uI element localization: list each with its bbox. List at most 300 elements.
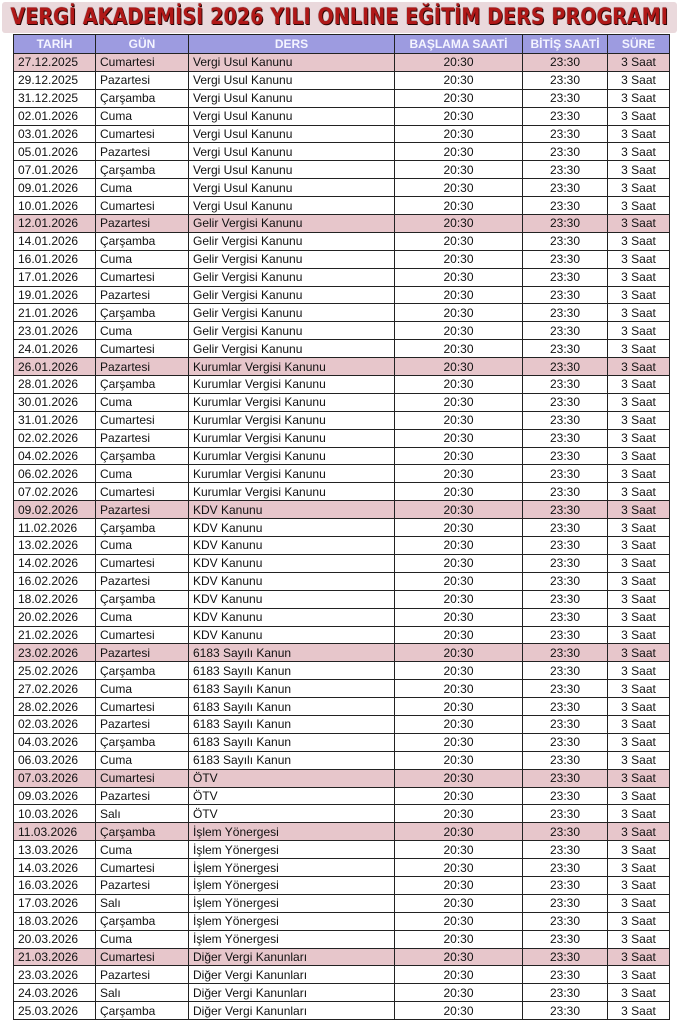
cell-date: 09.01.2026: [14, 179, 96, 197]
cell-end-time: 23:30: [523, 89, 608, 107]
cell-day: Çarşamba: [96, 519, 189, 537]
table-row: [14, 984, 670, 1002]
cell-day: Cumartesi: [96, 411, 189, 429]
cell-start-time: 20:30: [395, 54, 523, 72]
cell-course: Gelir Vergisi Kanunu: [189, 268, 395, 286]
cell-course: Kurumlar Vergisi Kanunu: [189, 358, 395, 376]
cell-duration: 3 Saat: [608, 715, 670, 733]
cell-date: 04.03.2026: [14, 733, 96, 751]
cell-course: Diğer Vergi Kanunları: [189, 1002, 395, 1020]
table-row: [14, 71, 670, 89]
cell-course: ÖTV: [189, 769, 395, 787]
cell-end-time: 23:30: [523, 340, 608, 358]
table-row: [14, 143, 670, 161]
table-row: [14, 662, 670, 680]
cell-course: Vergi Usul Kanunu: [189, 179, 395, 197]
cell-duration: 3 Saat: [608, 215, 670, 233]
table-row: [14, 590, 670, 608]
cell-duration: 3 Saat: [608, 465, 670, 483]
header-end-time: BİTİŞ SAATİ: [523, 35, 608, 54]
cell-day: Cuma: [96, 107, 189, 125]
cell-start-time: 20:30: [395, 715, 523, 733]
cell-duration: 3 Saat: [608, 429, 670, 447]
cell-duration: 3 Saat: [608, 751, 670, 769]
cell-start-time: 20:30: [395, 268, 523, 286]
cell-course: Kurumlar Vergisi Kanunu: [189, 429, 395, 447]
cell-start-time: 20:30: [395, 894, 523, 912]
table-row: [14, 805, 670, 823]
table-row: [14, 912, 670, 930]
cell-day: Pazartesi: [96, 876, 189, 894]
cell-start-time: 20:30: [395, 304, 523, 322]
cell-date: 02.01.2026: [14, 107, 96, 125]
cell-course: 6183 Sayılı Kanun: [189, 680, 395, 698]
cell-start-time: 20:30: [395, 1002, 523, 1020]
cell-course: Diğer Vergi Kanunları: [189, 966, 395, 984]
cell-day: Çarşamba: [96, 1002, 189, 1020]
cell-date: 20.02.2026: [14, 608, 96, 626]
cell-duration: 3 Saat: [608, 769, 670, 787]
cell-start-time: 20:30: [395, 107, 523, 125]
table-row: [14, 340, 670, 358]
cell-end-time: 23:30: [523, 501, 608, 519]
cell-start-time: 20:30: [395, 608, 523, 626]
table-row: [14, 823, 670, 841]
cell-date: 23.02.2026: [14, 644, 96, 662]
cell-duration: 3 Saat: [608, 340, 670, 358]
table-row: [14, 1002, 670, 1020]
cell-duration: 3 Saat: [608, 930, 670, 948]
cell-day: Cumartesi: [96, 197, 189, 215]
cell-end-time: 23:30: [523, 71, 608, 89]
cell-duration: 3 Saat: [608, 823, 670, 841]
cell-course: Kurumlar Vergisi Kanunu: [189, 376, 395, 394]
cell-duration: 3 Saat: [608, 554, 670, 572]
cell-start-time: 20:30: [395, 733, 523, 751]
cell-course: KDV Kanunu: [189, 572, 395, 590]
cell-day: Pazartesi: [96, 71, 189, 89]
cell-course: İşlem Yönergesi: [189, 859, 395, 877]
cell-start-time: 20:30: [395, 197, 523, 215]
cell-date: 27.12.2025: [14, 54, 96, 72]
cell-day: Çarşamba: [96, 376, 189, 394]
cell-duration: 3 Saat: [608, 894, 670, 912]
cell-day: Çarşamba: [96, 733, 189, 751]
cell-start-time: 20:30: [395, 787, 523, 805]
cell-course: İşlem Yönergesi: [189, 930, 395, 948]
cell-day: Cuma: [96, 930, 189, 948]
cell-date: 25.02.2026: [14, 662, 96, 680]
cell-duration: 3 Saat: [608, 572, 670, 590]
cell-day: Çarşamba: [96, 89, 189, 107]
cell-duration: 3 Saat: [608, 733, 670, 751]
cell-course: Vergi Usul Kanunu: [189, 107, 395, 125]
cell-end-time: 23:30: [523, 358, 608, 376]
cell-date: 27.02.2026: [14, 680, 96, 698]
cell-start-time: 20:30: [395, 447, 523, 465]
cell-duration: 3 Saat: [608, 805, 670, 823]
table-row: [14, 107, 670, 125]
cell-day: Çarşamba: [96, 662, 189, 680]
cell-course: Vergi Usul Kanunu: [189, 161, 395, 179]
cell-date: 05.01.2026: [14, 143, 96, 161]
cell-duration: 3 Saat: [608, 912, 670, 930]
cell-start-time: 20:30: [395, 698, 523, 716]
cell-date: 17.03.2026: [14, 894, 96, 912]
header-row: [14, 35, 670, 54]
cell-course: 6183 Sayılı Kanun: [189, 698, 395, 716]
header-day: GÜN: [96, 35, 189, 54]
cell-duration: 3 Saat: [608, 662, 670, 680]
cell-course: 6183 Sayılı Kanun: [189, 644, 395, 662]
cell-start-time: 20:30: [395, 930, 523, 948]
page-title: VERGİ AKADEMİSİ 2026 YILI ONLINE EĞİTİM DERS PROGRAMI: [10, 5, 669, 30]
cell-day: Cuma: [96, 608, 189, 626]
cell-date: 16.03.2026: [14, 876, 96, 894]
cell-day: Cuma: [96, 393, 189, 411]
cell-end-time: 23:30: [523, 698, 608, 716]
cell-start-time: 20:30: [395, 286, 523, 304]
cell-course: İşlem Yönergesi: [189, 912, 395, 930]
cell-day: Cumartesi: [96, 948, 189, 966]
table-row: [14, 161, 670, 179]
cell-day: Cuma: [96, 250, 189, 268]
cell-day: Çarşamba: [96, 447, 189, 465]
cell-end-time: 23:30: [523, 411, 608, 429]
cell-start-time: 20:30: [395, 841, 523, 859]
header-date: TARİH: [14, 35, 96, 54]
cell-start-time: 20:30: [395, 358, 523, 376]
cell-start-time: 20:30: [395, 501, 523, 519]
cell-end-time: 23:30: [523, 107, 608, 125]
cell-end-time: 23:30: [523, 590, 608, 608]
cell-end-time: 23:30: [523, 447, 608, 465]
table-row: [14, 376, 670, 394]
cell-date: 14.03.2026: [14, 859, 96, 877]
cell-start-time: 20:30: [395, 859, 523, 877]
cell-duration: 3 Saat: [608, 841, 670, 859]
cell-end-time: 23:30: [523, 680, 608, 698]
cell-end-time: 23:30: [523, 179, 608, 197]
cell-day: Çarşamba: [96, 590, 189, 608]
table-row: [14, 626, 670, 644]
cell-end-time: 23:30: [523, 554, 608, 572]
cell-start-time: 20:30: [395, 805, 523, 823]
cell-date: 30.01.2026: [14, 393, 96, 411]
cell-course: İşlem Yönergesi: [189, 894, 395, 912]
cell-course: İşlem Yönergesi: [189, 841, 395, 859]
cell-start-time: 20:30: [395, 572, 523, 590]
cell-date: 14.01.2026: [14, 232, 96, 250]
cell-date: 07.02.2026: [14, 483, 96, 501]
cell-day: Pazartesi: [96, 787, 189, 805]
table-row: [14, 698, 670, 716]
cell-duration: 3 Saat: [608, 519, 670, 537]
table-row: [14, 429, 670, 447]
cell-start-time: 20:30: [395, 71, 523, 89]
table-row: [14, 250, 670, 268]
cell-day: Pazartesi: [96, 715, 189, 733]
cell-duration: 3 Saat: [608, 787, 670, 805]
table-row: [14, 411, 670, 429]
cell-end-time: 23:30: [523, 268, 608, 286]
cell-date: 25.03.2026: [14, 1002, 96, 1020]
table-row: [14, 537, 670, 555]
cell-day: Pazartesi: [96, 572, 189, 590]
table-row: [14, 859, 670, 877]
cell-day: Cuma: [96, 537, 189, 555]
cell-date: 26.01.2026: [14, 358, 96, 376]
cell-date: 24.01.2026: [14, 340, 96, 358]
cell-day: Pazartesi: [96, 644, 189, 662]
cell-duration: 3 Saat: [608, 859, 670, 877]
cell-course: Diğer Vergi Kanunları: [189, 984, 395, 1002]
cell-duration: 3 Saat: [608, 125, 670, 143]
cell-course: Kurumlar Vergisi Kanunu: [189, 447, 395, 465]
cell-date: 11.03.2026: [14, 823, 96, 841]
cell-duration: 3 Saat: [608, 537, 670, 555]
cell-date: 29.12.2025: [14, 71, 96, 89]
cell-date: 11.02.2026: [14, 519, 96, 537]
cell-date: 19.01.2026: [14, 286, 96, 304]
cell-duration: 3 Saat: [608, 54, 670, 72]
cell-day: Cumartesi: [96, 554, 189, 572]
cell-course: Vergi Usul Kanunu: [189, 54, 395, 72]
cell-day: Cumartesi: [96, 859, 189, 877]
cell-date: 18.03.2026: [14, 912, 96, 930]
cell-course: Diğer Vergi Kanunları: [189, 948, 395, 966]
cell-duration: 3 Saat: [608, 197, 670, 215]
cell-end-time: 23:30: [523, 304, 608, 322]
cell-date: 10.03.2026: [14, 805, 96, 823]
cell-end-time: 23:30: [523, 286, 608, 304]
cell-duration: 3 Saat: [608, 250, 670, 268]
cell-day: Pazartesi: [96, 429, 189, 447]
cell-date: 16.02.2026: [14, 572, 96, 590]
cell-end-time: 23:30: [523, 376, 608, 394]
cell-date: 02.02.2026: [14, 429, 96, 447]
cell-date: 04.02.2026: [14, 447, 96, 465]
cell-day: Pazartesi: [96, 966, 189, 984]
cell-date: 02.03.2026: [14, 715, 96, 733]
cell-end-time: 23:30: [523, 912, 608, 930]
table-row: [14, 304, 670, 322]
table-row: [14, 447, 670, 465]
cell-start-time: 20:30: [395, 340, 523, 358]
cell-start-time: 20:30: [395, 215, 523, 233]
cell-course: 6183 Sayılı Kanun: [189, 751, 395, 769]
table-row: [14, 554, 670, 572]
cell-date: 09.02.2026: [14, 501, 96, 519]
cell-end-time: 23:30: [523, 966, 608, 984]
table-row: [14, 125, 670, 143]
cell-duration: 3 Saat: [608, 107, 670, 125]
cell-date: 21.01.2026: [14, 304, 96, 322]
cell-day: Cuma: [96, 179, 189, 197]
cell-end-time: 23:30: [523, 930, 608, 948]
cell-duration: 3 Saat: [608, 143, 670, 161]
cell-date: 28.01.2026: [14, 376, 96, 394]
cell-start-time: 20:30: [395, 662, 523, 680]
table-row: [14, 572, 670, 590]
cell-duration: 3 Saat: [608, 286, 670, 304]
cell-duration: 3 Saat: [608, 966, 670, 984]
cell-start-time: 20:30: [395, 465, 523, 483]
cell-day: Cumartesi: [96, 54, 189, 72]
cell-day: Cuma: [96, 680, 189, 698]
cell-date: 07.03.2026: [14, 769, 96, 787]
cell-end-time: 23:30: [523, 125, 608, 143]
table-row: [14, 733, 670, 751]
table-row: [14, 876, 670, 894]
cell-end-time: 23:30: [523, 483, 608, 501]
cell-course: Gelir Vergisi Kanunu: [189, 215, 395, 233]
cell-day: Pazartesi: [96, 358, 189, 376]
cell-duration: 3 Saat: [608, 393, 670, 411]
header-start-time: BAŞLAMA SAATİ: [395, 35, 523, 54]
cell-date: 21.03.2026: [14, 948, 96, 966]
cell-day: Salı: [96, 894, 189, 912]
cell-end-time: 23:30: [523, 715, 608, 733]
table-row: [14, 930, 670, 948]
cell-duration: 3 Saat: [608, 179, 670, 197]
cell-duration: 3 Saat: [608, 876, 670, 894]
cell-duration: 3 Saat: [608, 447, 670, 465]
cell-course: Vergi Usul Kanunu: [189, 89, 395, 107]
cell-day: Çarşamba: [96, 823, 189, 841]
cell-course: Vergi Usul Kanunu: [189, 143, 395, 161]
cell-end-time: 23:30: [523, 537, 608, 555]
cell-duration: 3 Saat: [608, 304, 670, 322]
cell-end-time: 23:30: [523, 393, 608, 411]
header-duration: SÜRE: [608, 35, 670, 54]
cell-day: Cumartesi: [96, 340, 189, 358]
cell-end-time: 23:30: [523, 644, 608, 662]
cell-course: Vergi Usul Kanunu: [189, 125, 395, 143]
cell-course: Kurumlar Vergisi Kanunu: [189, 393, 395, 411]
cell-duration: 3 Saat: [608, 89, 670, 107]
table-row: [14, 465, 670, 483]
cell-date: 18.02.2026: [14, 590, 96, 608]
cell-end-time: 23:30: [523, 948, 608, 966]
cell-course: Kurumlar Vergisi Kanunu: [189, 411, 395, 429]
table-row: [14, 841, 670, 859]
cell-end-time: 23:30: [523, 572, 608, 590]
cell-day: Cumartesi: [96, 268, 189, 286]
cell-end-time: 23:30: [523, 215, 608, 233]
cell-start-time: 20:30: [395, 823, 523, 841]
table-row: [14, 215, 670, 233]
cell-duration: 3 Saat: [608, 948, 670, 966]
cell-end-time: 23:30: [523, 429, 608, 447]
cell-duration: 3 Saat: [608, 501, 670, 519]
table-row: [14, 393, 670, 411]
cell-course: KDV Kanunu: [189, 537, 395, 555]
cell-start-time: 20:30: [395, 554, 523, 572]
cell-start-time: 20:30: [395, 590, 523, 608]
cell-course: Kurumlar Vergisi Kanunu: [189, 465, 395, 483]
cell-day: Pazartesi: [96, 286, 189, 304]
cell-start-time: 20:30: [395, 876, 523, 894]
cell-end-time: 23:30: [523, 823, 608, 841]
cell-date: 06.02.2026: [14, 465, 96, 483]
cell-start-time: 20:30: [395, 769, 523, 787]
cell-end-time: 23:30: [523, 787, 608, 805]
cell-course: Gelir Vergisi Kanunu: [189, 340, 395, 358]
cell-date: 31.01.2026: [14, 411, 96, 429]
table-row: [14, 644, 670, 662]
cell-duration: 3 Saat: [608, 376, 670, 394]
cell-end-time: 23:30: [523, 894, 608, 912]
cell-date: 13.03.2026: [14, 841, 96, 859]
cell-day: Salı: [96, 984, 189, 1002]
cell-course: ÖTV: [189, 787, 395, 805]
cell-day: Cuma: [96, 841, 189, 859]
table-row: [14, 948, 670, 966]
cell-start-time: 20:30: [395, 912, 523, 930]
cell-course: Gelir Vergisi Kanunu: [189, 250, 395, 268]
table-row: [14, 197, 670, 215]
cell-course: KDV Kanunu: [189, 590, 395, 608]
cell-end-time: 23:30: [523, 608, 608, 626]
cell-start-time: 20:30: [395, 644, 523, 662]
cell-date: 06.03.2026: [14, 751, 96, 769]
cell-start-time: 20:30: [395, 411, 523, 429]
cell-course: İşlem Yönergesi: [189, 876, 395, 894]
cell-duration: 3 Saat: [608, 411, 670, 429]
cell-end-time: 23:30: [523, 876, 608, 894]
cell-date: 23.03.2026: [14, 966, 96, 984]
cell-course: ÖTV: [189, 805, 395, 823]
cell-course: Gelir Vergisi Kanunu: [189, 322, 395, 340]
cell-day: Cumartesi: [96, 626, 189, 644]
table-row: [14, 519, 670, 537]
table-row: [14, 358, 670, 376]
cell-start-time: 20:30: [395, 626, 523, 644]
cell-duration: 3 Saat: [608, 608, 670, 626]
cell-duration: 3 Saat: [608, 626, 670, 644]
cell-course: 6183 Sayılı Kanun: [189, 715, 395, 733]
table-row: [14, 89, 670, 107]
cell-end-time: 23:30: [523, 626, 608, 644]
cell-course: Vergi Usul Kanunu: [189, 197, 395, 215]
cell-end-time: 23:30: [523, 841, 608, 859]
cell-date: 03.01.2026: [14, 125, 96, 143]
cell-end-time: 23:30: [523, 984, 608, 1002]
cell-start-time: 20:30: [395, 966, 523, 984]
cell-duration: 3 Saat: [608, 644, 670, 662]
table-row: [14, 894, 670, 912]
schedule-body: [14, 54, 670, 1020]
table-row: [14, 232, 670, 250]
schedule-table: [13, 34, 670, 1020]
table-row: [14, 286, 670, 304]
cell-start-time: 20:30: [395, 519, 523, 537]
cell-course: İşlem Yönergesi: [189, 823, 395, 841]
cell-end-time: 23:30: [523, 859, 608, 877]
header-course: DERS: [189, 35, 395, 54]
cell-start-time: 20:30: [395, 948, 523, 966]
cell-end-time: 23:30: [523, 143, 608, 161]
cell-course: KDV Kanunu: [189, 608, 395, 626]
table-row: [14, 483, 670, 501]
cell-day: Çarşamba: [96, 232, 189, 250]
cell-date: 28.02.2026: [14, 698, 96, 716]
cell-course: KDV Kanunu: [189, 501, 395, 519]
cell-day: Çarşamba: [96, 161, 189, 179]
table-row: [14, 179, 670, 197]
cell-date: 31.12.2025: [14, 89, 96, 107]
